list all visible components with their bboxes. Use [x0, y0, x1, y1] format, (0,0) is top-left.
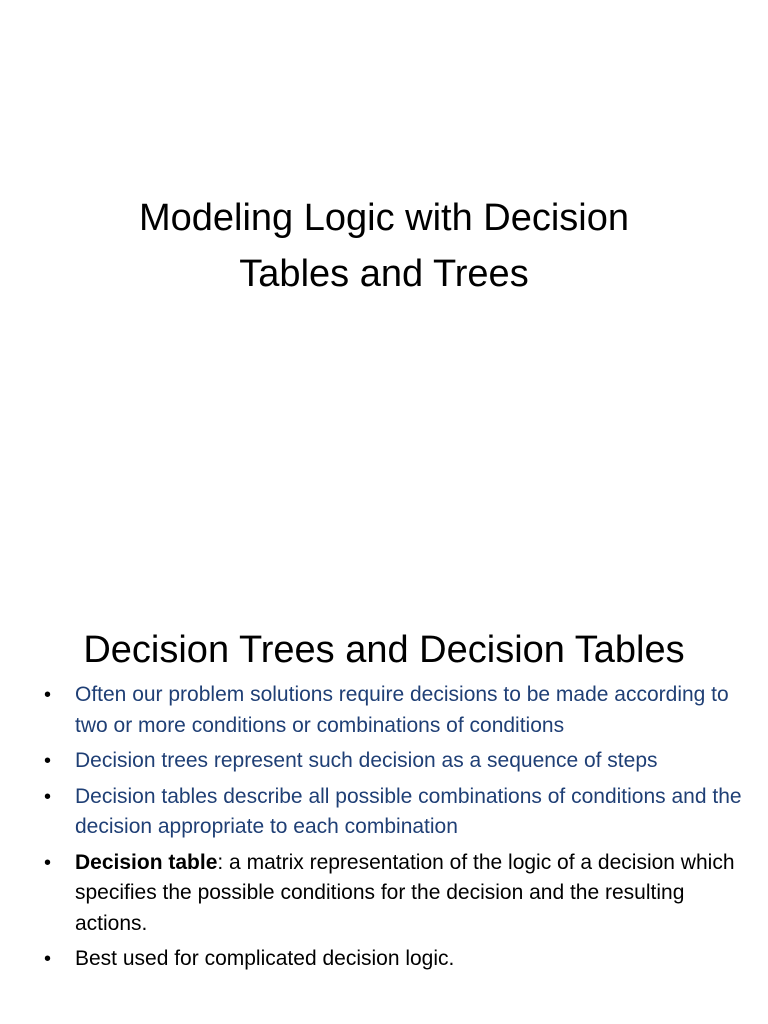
- section-heading: Decision Trees and Decision Tables: [83, 629, 685, 671]
- slide-title-line-1: Modeling Logic with Decision: [138, 197, 630, 239]
- bullet-item: [44, 746, 744, 777]
- slide-title: [60, 190, 708, 302]
- bullet-list: [44, 680, 744, 980]
- bullet-text: Often our problem solutions require decisions to be made according to two or more conditions or combinations of conditions: [75, 683, 729, 737]
- bullet-text: : a matrix representation of the logic of a decision which specifies the possible conditions for the decision and the resulting actions.: [75, 850, 735, 935]
- bullet-marker: •: [44, 851, 52, 874]
- bullet-marker: •: [44, 785, 52, 808]
- bullet-item: [44, 680, 744, 741]
- bullet-marker: •: [44, 948, 52, 970]
- slide-title-line-2: Tables and Trees: [239, 253, 529, 295]
- bullet-marker: •: [44, 684, 52, 706]
- bullet-text: Decision tables describe all possible combinations of conditions and the decision appropriate to each combination: [75, 784, 742, 838]
- bullet-item: [44, 944, 744, 975]
- bullet-term: Decision table: [75, 850, 218, 874]
- bullet-item: [44, 848, 744, 940]
- bullet-text: Best used for complicated decision logic.: [75, 947, 455, 970]
- bullet-text: Decision trees represent such decision as a sequence of steps: [75, 749, 658, 772]
- bullet-marker: •: [44, 750, 52, 772]
- bullet-item: [44, 782, 744, 843]
